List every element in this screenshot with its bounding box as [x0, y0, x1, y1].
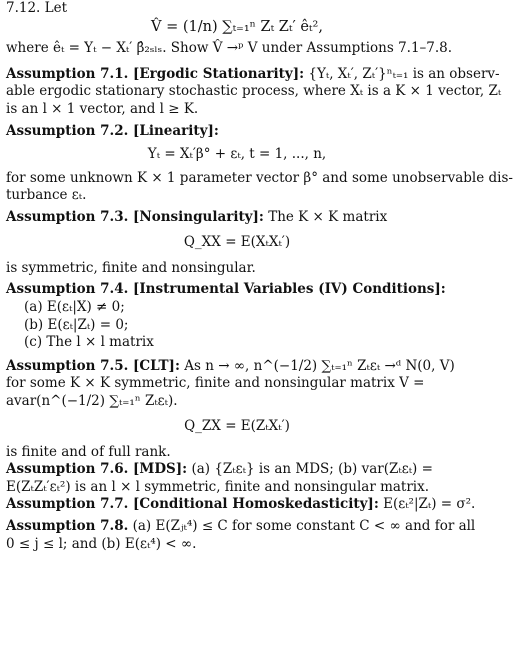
assumption-7-1-text-1: {Yₜ, Xₜ′, Zₜ′}ⁿₜ₌₁ is an observ- [308, 65, 500, 82]
assumption-7-6-label: Assumption 7.6. [MDS]: [6, 461, 188, 478]
assumption-7-8-label: Assumption 7.8. [6, 517, 129, 534]
assumption-7-2-label: Assumption 7.2. [Linearity]: [6, 122, 219, 139]
assumption-7-5-text-2: for some K × K symmetric, finite and nonsingular matrix V = [6, 375, 425, 392]
assumption-7-7-line-1 [6, 496, 476, 514]
assumption-7-4-item-b: (b) E(εₜ|Zₜ) = 0; [24, 316, 129, 333]
assumption-7-7-label: Assumption 7.7. [Conditional Homoskedasticity]: [6, 496, 379, 513]
assumption-7-2-text-2: turbance εₜ. [6, 187, 87, 204]
assumption-7-6-text-2: E(ZₜZₜ′εₜ²) is an l × l symmetric, finite and nonsingular matrix. [6, 478, 430, 495]
assumption-7-1-text-3: is an l × 1 vector, and l ≥ K. [6, 101, 199, 118]
assumption-7-3-text-1: is symmetric, finite and nonsingular. [6, 259, 256, 276]
assumption-7-4-item-c: (c) The l × l matrix [24, 334, 154, 351]
assumption-7-1-text-2: able ergodic stationary stochastic process, where Xₜ is a K × 1 vector, Zₜ [6, 83, 502, 100]
assumption-7-3-intro: The K × K matrix [268, 208, 388, 225]
qzx-equation: Q_ZX = E(ZₜXₜ′) [184, 418, 290, 435]
linearity-equation: Yₜ = Xₜ′β° + εₜ, t = 1, ..., n, [147, 146, 327, 163]
assumption-7-5-text-3: avar(n^(−1/2) ∑ₜ₌₁ⁿ Zₜεₜ). [6, 392, 178, 409]
qxx-equation: Q_XX = E(XₜXₜ′) [183, 234, 291, 251]
assumption-7-6-line-1 [6, 461, 468, 479]
problem-definition: where êₜ = Yₜ − Xₜ′ β̂₂ₛₗₛ. Show V̂ →ᵖ V under Assumptions 7.1–7.8. [6, 40, 453, 57]
assumption-7-4-label: Assumption 7.4. [Instrumental Variables (IV) Conditions]: [6, 281, 446, 298]
assumption-7-6-text-1: (a) {Zₜεₜ} is an MDS; (b) var(Zₜεₜ) = [191, 461, 433, 478]
assumption-7-8-text-2: 0 ≤ j ≤ l; and (b) E(εₜ⁴) < ∞. [6, 535, 197, 552]
assumption-7-2-text-1: for some unknown K × 1 parameter vector β° and some unobservable dis- [6, 169, 513, 186]
assumption-7-1-label: Assumption 7.1. [Ergodic Stationarity]: [6, 65, 305, 82]
assumption-7-8-text-1: (a) E(Zⱼₜ⁴) ≤ C for some constant C < ∞ and for all [132, 517, 476, 534]
assumption-7-4-item-a: (a) E(εₜ|X) ≠ 0; [24, 298, 125, 315]
assumption-7-5-label: Assumption 7.5. [CLT]: [6, 357, 180, 374]
assumption-7-5-text-1: As n → ∞, n^(−1/2) ∑ₜ₌₁ⁿ Zₜεₜ →ᵈ N(0, V) [184, 357, 455, 374]
assumption-7-7-text-1: E(εₜ²|Zₜ) = σ². [383, 496, 476, 513]
assumption-7-5-after: is finite and of full rank. [6, 443, 171, 460]
assumption-7-1-line-1 [6, 65, 500, 84]
vhat-formula: V̂ = (1/n) ∑ₜ₌₁ⁿ Zₜ Zₜ′ êₜ², [151, 18, 323, 35]
assumption-7-3-line-1 [6, 209, 468, 227]
problem-header: 7.12. Let [6, 0, 68, 16]
assumption-7-5-line-1 [6, 358, 468, 376]
assumption-7-3-label: Assumption 7.3. [Nonsingularity]: [6, 208, 264, 225]
assumption-7-8-line-1 [6, 517, 476, 536]
